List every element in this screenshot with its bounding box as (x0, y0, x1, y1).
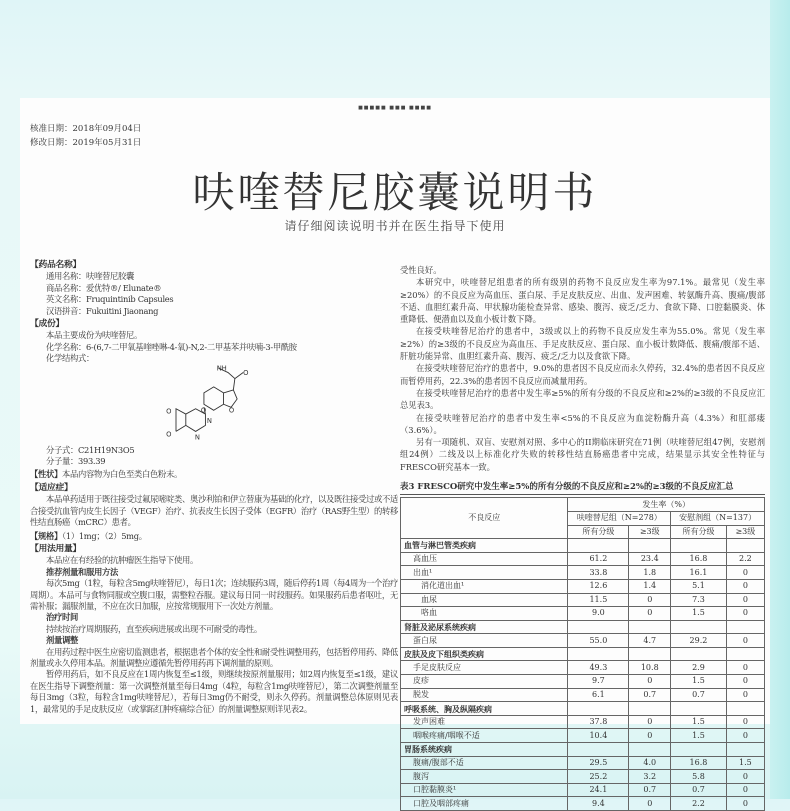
empty-cell (568, 539, 629, 553)
paragraph: 受性良好。 (400, 265, 442, 275)
header-placebo-group: 安慰剂组（N=137） (671, 511, 765, 525)
empty-cell (726, 620, 764, 634)
table-row (401, 688, 765, 702)
reaction-name: 皮疹 (401, 675, 568, 689)
table-row (401, 634, 765, 648)
empty-cell (671, 539, 727, 553)
reaction-name: 蛋白尿 (401, 634, 568, 648)
rate-value: 0 (629, 675, 671, 689)
header-reaction: 不良反应 (401, 498, 568, 539)
rate-value: 0 (726, 729, 764, 743)
duration-text: 持续按治疗周期服药，直至疾病进展或出现不可耐受的毒性。 (46, 623, 262, 634)
empty-cell (568, 647, 629, 661)
rate-value: 10.4 (568, 729, 629, 743)
reaction-name: 脱发 (401, 688, 568, 702)
rate-value: 0.7 (629, 783, 671, 797)
rate-value: 5.1 (671, 579, 727, 593)
rate-value: 37.8 (568, 715, 629, 729)
rate-value: 0 (629, 797, 671, 811)
rate-value: 1.5 (671, 729, 727, 743)
empty-cell (629, 620, 671, 634)
adjustment-text: 暂停用药后，如不良反应在1周内恢复至≤1级，则继续按原剂量服用；如2周内恢复至≤1级，建议在医生指导下调整剂量：第一次调整剂量至每日4mg（4粒，每粒含1mg呋喹替尼），第二次调整剂量至每日3mg（3粒，每粒含1mg呋喹替尼），若每日3mg仍不耐受，则永久停药。剂量调整总体原则见表1，最常见的手足皮肤反应（或掌跖红肿疼痛综合征）的剂量调整原则详见表2。 (30, 669, 398, 714)
rate-value: 7.3 (671, 593, 727, 607)
leaflet-page (20, 98, 770, 808)
rate-value: 61.2 (568, 552, 629, 566)
rate-value: 1.4 (629, 579, 671, 593)
rate-value: 1.5 (671, 715, 727, 729)
empty-cell (726, 539, 764, 553)
category-name: 肾脏及泌尿系统疾病 (401, 620, 568, 634)
rate-value: 49.3 (568, 661, 629, 675)
empty-cell (671, 647, 727, 661)
n-label: N (206, 416, 212, 425)
chemical-name: 化学名称：6-(6,7-二甲氧基喹唑啉-4-氧)-N,2-二甲基苯并呋喃-3-甲酰胺 (46, 341, 297, 352)
header-grade3: ≥3级 (726, 525, 764, 539)
empty-cell (568, 743, 629, 757)
rate-value: 0 (726, 715, 764, 729)
table-category-row (401, 647, 765, 661)
rate-value: 25.2 (568, 770, 629, 784)
structure-label: 化学结构式： (46, 353, 94, 364)
rate-value: 0.7 (671, 688, 727, 702)
dates (30, 122, 141, 150)
header-all-grades: 所有分级 (671, 525, 727, 539)
pinyin-name: 汉语拼音：Fukuitini Jiaonang (46, 305, 159, 316)
category-name: 呼吸系统、胸及纵隔疾病 (401, 702, 568, 716)
chemical-structure (30, 365, 398, 445)
empty-cell (671, 702, 727, 716)
o-label: O (228, 406, 234, 415)
table-row (401, 661, 765, 675)
rate-value: 0 (629, 715, 671, 729)
rate-value: 16.1 (671, 566, 727, 580)
rate-value: 6.1 (568, 688, 629, 702)
rate-value: 4.7 (629, 634, 671, 648)
rate-value: 0.7 (629, 688, 671, 702)
reaction-name: 血尿 (401, 593, 568, 607)
molecular-weight: 分子量：393.39 (46, 456, 106, 467)
rate-value: 1.8 (629, 566, 671, 580)
nh-label: NH (216, 363, 227, 372)
approval-date: 核准日期：2018年09月04日 (30, 124, 142, 134)
rate-value: 11.5 (568, 593, 629, 607)
rate-value: 2.9 (671, 661, 727, 675)
table-category-row (401, 620, 765, 634)
section-heading: 【成份】 (30, 319, 64, 330)
rate-value: 29.2 (671, 634, 727, 648)
rate-value: 16.8 (671, 756, 727, 770)
rate-value: 5.8 (671, 770, 727, 784)
rate-value: 1.5 (671, 675, 727, 689)
reaction-name: 咯血 (401, 607, 568, 621)
rate-value: 0 (726, 661, 764, 675)
o-label: O (166, 406, 172, 415)
rate-value: 9.7 (568, 675, 629, 689)
paragraph: 在接受呋喹替尼治疗的患者中发生率<5%的不良反应为血淀粉酶升高（4.3%）和肛部瘘（3.6%）。 (400, 412, 765, 435)
table-row (401, 607, 765, 621)
page-subtitle: 请仔细阅读说明书并在医生指导下使用 (284, 219, 506, 233)
empty-cell (629, 702, 671, 716)
n-label: N (194, 433, 200, 442)
o-label: O (200, 406, 207, 415)
section-heading: 【用法用量】 (30, 543, 81, 554)
section-heading: 【性状】 (30, 469, 62, 480)
rate-value: 4.0 (629, 756, 671, 770)
dosage-text: 每次5mg（1粒，每粒含5mg呋喹替尼），每日1次；连续服药3周，随后停药1周（每4周为一个治疗周期）。本品可与食物同服或空腹口服，需整粒吞服。建议每日同一时段服药。如果服药后患者呕吐，无需补服；漏服剂量，不应在次日加服，应按常规服用下一次处方剂量。 (30, 578, 398, 611)
rate-value: 0 (726, 783, 764, 797)
rate-value: 0 (726, 634, 764, 648)
paragraph: 在接受呋喹替尼治疗的患者中，3级或以上的药物不良反应发生率为55.0%。常见（发生率≥2%）的≥3级的不良反应为高血压、手足皮肤反应、蛋白尿、血小板计数降低、腹痛/腹部不适、肝脏功能异常、血胆红素升高、腹泻、疲乏/乏力以及食欲下降。 (400, 326, 765, 362)
header-grade3: ≥3级 (629, 525, 671, 539)
page-title: 呋喹替尼胶囊说明书 (192, 168, 598, 217)
left-column (30, 258, 398, 715)
rate-value: 9.4 (568, 797, 629, 811)
reaction-name: 腹泻 (401, 770, 568, 784)
reaction-name: 发声困难 (401, 715, 568, 729)
dosage-intro: 本品应在有经验的抗肿瘤医生指导下使用。 (46, 555, 198, 566)
table-row (401, 783, 765, 797)
section-heading: 【规格】 (30, 530, 62, 541)
rate-value: 23.4 (629, 552, 671, 566)
rate-value: 0 (726, 607, 764, 621)
category-name: 胃肠系统疾病 (401, 743, 568, 757)
o-label: O (166, 430, 172, 439)
rate-value: 2.2 (726, 552, 764, 566)
reaction-name: 出血¹ (401, 566, 568, 580)
table-row (401, 797, 765, 811)
rate-value: 0 (726, 566, 764, 580)
empty-cell (568, 620, 629, 634)
empty-cell (726, 702, 764, 716)
rate-value: 9.0 (568, 607, 629, 621)
reaction-name: 手足皮肤反应 (401, 661, 568, 675)
empty-cell (629, 539, 671, 553)
section-heading: 【适应症】 (30, 482, 73, 493)
rate-value: 29.5 (568, 756, 629, 770)
rate-value: 33.8 (568, 566, 629, 580)
table-row (401, 770, 765, 784)
rate-value: 2.2 (671, 797, 727, 811)
reaction-name: 腹痛/腹部不适 (401, 756, 568, 770)
empty-cell (726, 743, 764, 757)
right-column (400, 264, 765, 811)
rate-value: 0 (726, 579, 764, 593)
empty-cell (671, 620, 727, 634)
paragraph: 在接受呋喹替尼治疗的患者中发生率≥5%的所有分级的不良反应和≥2%的≥3级的不良反应汇总见表3。 (400, 387, 765, 411)
adjustment-text: 在用药过程中医生应密切监测患者，根据患者个体的安全性和耐受性调整用药，包括暂停用药、降低剂量或永久停用本品。剂量调整应遵循先暂停用药再下调剂量的原则。 (30, 646, 398, 668)
empty-cell (726, 647, 764, 661)
table-category-row (401, 539, 765, 553)
rate-value: 0 (629, 593, 671, 607)
paragraph: 另有一项随机、双盲、安慰剂对照、多中心的II期临床研究在71例（呋喹替尼组47例，安慰剂组24例）二线及以上标准化疗失败的转移性结直肠癌患者中完成，结果显示其安全性特征与FRESCO研究基本一致。 (400, 437, 765, 472)
reaction-name: 消化道出血¹ (401, 579, 568, 593)
reaction-name: 高血压 (401, 552, 568, 566)
empty-cell (629, 743, 671, 757)
reaction-name: 口腔及咽部疼痛 (401, 797, 568, 811)
subheading: 治疗时间 (46, 612, 78, 623)
empty-cell (568, 702, 629, 716)
rate-value: 0 (726, 593, 764, 607)
rate-value: 24.1 (568, 783, 629, 797)
table-category-row (401, 743, 765, 757)
table-row (401, 756, 765, 770)
rate-value: 0 (726, 675, 764, 689)
rate-value: 1.5 (671, 607, 727, 621)
table-row (401, 593, 765, 607)
header-drug-group: 呋喹替尼组（N=278） (568, 511, 671, 525)
o-label: O (243, 368, 249, 377)
section-heading: 【药品名称】 (30, 260, 81, 270)
category-name: 血管与淋巴管类疾病 (401, 539, 568, 553)
reaction-name: 口腔黏膜炎¹ (401, 783, 568, 797)
subheading: 剂量调整 (46, 635, 78, 646)
table-caption: 表3 FRESCO研究中发生率≥5%的所有分级的不良反应和≥2%的≥3级的不良反应汇总 (400, 481, 765, 495)
table-row (401, 579, 765, 593)
table-category-row (401, 702, 765, 716)
document-code: ■■■■■ ■■■ ■■■■ (358, 105, 432, 111)
english-name: 英文名称：Fruquintinib Capsules (46, 294, 174, 305)
rate-value: 0.7 (671, 783, 727, 797)
rate-value: 12.6 (568, 579, 629, 593)
molecular-formula: 分子式：C21H19N3O5 (46, 444, 135, 455)
rate-value: 3.2 (629, 770, 671, 784)
table-row (401, 675, 765, 689)
paragraph: 本研究中，呋喹替尼组患者的所有级别的药物不良反应发生率为97.1%。最常见（发生率≥20%）的不良反应为高血压、蛋白尿、手足皮肤反应、出血、发声困难、转氨酶升高、腹痛/腹部不适、血胆红素升高、甲状腺功能检查异常、感染、腹泻、疲乏/乏力、食欲下降、口腔黏膜炎、体重降低、便潜血以及血小板计数下降。 (400, 277, 765, 325)
header-rate: 发生率（%） (568, 498, 765, 512)
brand-name: 商品名称：爱优特®/ Elunate® (46, 282, 162, 293)
adverse-reactions-table (400, 497, 765, 811)
empty-cell (671, 743, 727, 757)
rate-value: 0 (629, 607, 671, 621)
rate-value: 0 (726, 770, 764, 784)
table-row (401, 729, 765, 743)
table-row (401, 552, 765, 566)
background-edge (770, 0, 790, 799)
category-name: 皮肤及皮下组织类疾病 (401, 647, 568, 661)
reaction-name: 咽喉疼痛/咽喉不适 (401, 729, 568, 743)
rate-value: 10.8 (629, 661, 671, 675)
generic-name: 通用名称：呋喹替尼胶囊 (46, 271, 134, 282)
composition-text: 本品主要成份为呋喹替尼。 (46, 330, 142, 341)
empty-cell (629, 647, 671, 661)
specification-text: （1）1mg；（2）5mg。 (62, 530, 147, 541)
table-row (401, 715, 765, 729)
properties-text: 本品内容物为白色至类白色粉末。 (62, 469, 182, 480)
rate-value: 16.8 (671, 552, 727, 566)
rate-value: 1.5 (726, 756, 764, 770)
header-all-grades: 所有分级 (568, 525, 629, 539)
rate-value: 0 (629, 729, 671, 743)
indications-text: 本品单药适用于既往接受过氟尿嘧啶类、奥沙利铂和伊立替康为基础的化疗，以及既往接受过或不适合接受抗血管内皮生长因子（VEGF）治疗、抗表皮生长因子受体（EGFR）治疗（RAS野生型）的转移性结直肠癌（mCRC）患者。 (30, 494, 398, 528)
rate-value: 0 (726, 797, 764, 811)
table-row (401, 566, 765, 580)
rate-value: 0 (726, 688, 764, 702)
paragraph: 在接受呋喹替尼治疗的患者中，9.0%的患者因不良反应而永久停药，32.4%的患者因不良反应而暂停用药，22.3%的患者因不良反应而减量用药。 (400, 363, 765, 386)
rate-value: 55.0 (568, 634, 629, 648)
revision-date: 修改日期：2019年05月31日 (30, 138, 142, 148)
subheading: 推荐剂量和服用方法 (46, 566, 118, 577)
